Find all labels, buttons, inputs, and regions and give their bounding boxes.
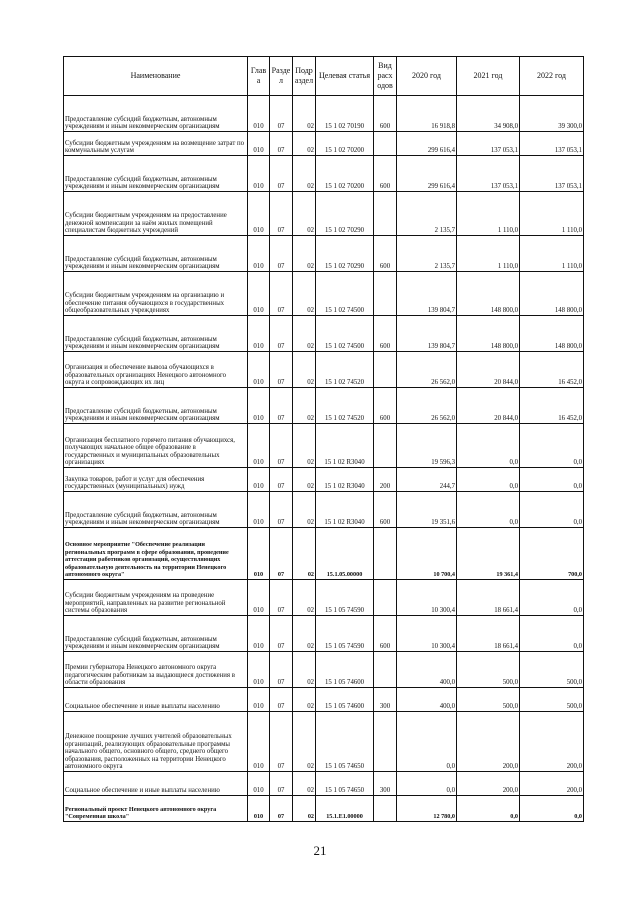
header-glava: Глав а <box>248 57 270 96</box>
row-2021: 20 844,0 <box>457 388 520 424</box>
row-podrazdel: 02 <box>293 236 316 272</box>
header-statya: Целевая статья <box>316 57 374 96</box>
row-2022: 700,0 <box>520 528 584 580</box>
row-vid: 600 <box>374 316 397 352</box>
table-row <box>64 96 584 132</box>
row-2020: 26 562,0 <box>397 388 457 424</box>
row-vid <box>374 652 397 688</box>
table-row <box>64 156 584 192</box>
row-2020: 139 804,7 <box>397 316 457 352</box>
row-podrazdel: 02 <box>293 652 316 688</box>
header-razdel: Разде л <box>270 57 293 96</box>
table-row <box>64 316 584 352</box>
table-row <box>64 712 584 772</box>
row-2021: 137 053,1 <box>457 156 520 192</box>
header-2021: 2021 год <box>457 57 520 96</box>
row-2022: 0,0 <box>520 468 584 492</box>
page-number: 21 <box>313 843 327 858</box>
row-vid: 600 <box>374 96 397 132</box>
row-2022: 137 053,1 <box>520 132 584 156</box>
row-razdel: 07 <box>270 272 293 316</box>
row-vid <box>374 192 397 236</box>
row-podrazdel: 02 <box>293 132 316 156</box>
row-glava: 010 <box>248 316 270 352</box>
row-2022: 1 110,0 <box>520 236 584 272</box>
row-name: Предоставление субсидий бюджетным, автономным учреждениям и иным некоммерческим организациям <box>64 616 248 652</box>
row-2020: 12 780,0 <box>397 796 457 822</box>
row-statya: 15 1 02 70190 <box>316 96 374 132</box>
table-row <box>64 492 584 528</box>
row-razdel: 07 <box>270 132 293 156</box>
header-name: Наименование <box>64 57 248 96</box>
row-2022: 148 800,0 <box>520 272 584 316</box>
row-statya: 15 1 05 74600 <box>316 652 374 688</box>
row-vid <box>374 796 397 822</box>
row-statya: 15 1 02 70200 <box>316 156 374 192</box>
row-name: Основное мероприятие "Обеспечение реализации региональных программ в сфере образования, проведение аттестации работников организаций, осуществляющих образовательную деятельность на территории Ненецкого автономного округа" <box>64 528 248 580</box>
row-vid <box>374 580 397 616</box>
row-razdel: 07 <box>270 688 293 712</box>
row-razdel: 07 <box>270 316 293 352</box>
row-name: Предоставление субсидий бюджетным, автономным учреждениям и иным некоммерческим организациям <box>64 156 248 192</box>
row-2021: 20 844,0 <box>457 352 520 388</box>
row-2022: 500,0 <box>520 652 584 688</box>
row-2021: 500,0 <box>457 688 520 712</box>
row-vid: 600 <box>374 388 397 424</box>
row-2022: 39 300,0 <box>520 96 584 132</box>
row-2022: 0,0 <box>520 492 584 528</box>
row-name: Субсидии бюджетным учреждениям на организацию и обеспечение питания обучающихся в государственных общеобразовательных учреждениях <box>64 272 248 316</box>
row-name: Денежное поощрение лучших учителей образовательных организаций, реализующих образовательные программы начального общего, основного общего, среднего общего образования, расположенных на территории Ненецкого автономного округа <box>64 712 248 772</box>
row-2021: 18 661,4 <box>457 580 520 616</box>
row-2020: 2 135,7 <box>397 192 457 236</box>
row-podrazdel: 02 <box>293 712 316 772</box>
row-name: Социальное обеспечение и иные выплаты населению <box>64 688 248 712</box>
row-2021: 18 661,4 <box>457 616 520 652</box>
row-statya: 15 1 02 70200 <box>316 132 374 156</box>
row-2020: 19 351,6 <box>397 492 457 528</box>
table-body <box>64 96 584 822</box>
budget-table <box>63 56 584 822</box>
row-name: Предоставление субсидий бюджетным, автономным учреждениям и иным некоммерческим организациям <box>64 316 248 352</box>
row-statya: 15 1 05 74600 <box>316 688 374 712</box>
table-row <box>64 192 584 236</box>
row-2022: 0,0 <box>520 580 584 616</box>
row-2020: 0,0 <box>397 772 457 796</box>
row-razdel: 07 <box>270 468 293 492</box>
row-2022: 16 452,0 <box>520 388 584 424</box>
row-2020: 10 300,4 <box>397 580 457 616</box>
row-glava: 010 <box>248 236 270 272</box>
row-2021: 0,0 <box>457 492 520 528</box>
row-name: Предоставление субсидий бюджетным, автономным учреждениям и иным некоммерческим организациям <box>64 236 248 272</box>
row-razdel: 07 <box>270 616 293 652</box>
row-vid <box>374 712 397 772</box>
row-statya: 15 1 02 74500 <box>316 272 374 316</box>
row-vid <box>374 528 397 580</box>
row-razdel: 07 <box>270 492 293 528</box>
row-vid <box>374 132 397 156</box>
row-2021: 1 110,0 <box>457 236 520 272</box>
row-statya: 15 1 02 70290 <box>316 192 374 236</box>
row-razdel: 07 <box>270 580 293 616</box>
row-podrazdel: 02 <box>293 528 316 580</box>
row-vid <box>374 272 397 316</box>
row-2022: 0,0 <box>520 424 584 468</box>
row-podrazdel: 02 <box>293 316 316 352</box>
row-glava: 010 <box>248 712 270 772</box>
row-2022: 16 452,0 <box>520 352 584 388</box>
row-2020: 139 804,7 <box>397 272 457 316</box>
table-row <box>64 388 584 424</box>
row-2022: 148 800,0 <box>520 316 584 352</box>
row-statya: 15 1 02 74520 <box>316 388 374 424</box>
row-2022: 500,0 <box>520 688 584 712</box>
row-2021: 500,0 <box>457 652 520 688</box>
row-2021: 137 053,1 <box>457 132 520 156</box>
row-2022: 137 053,1 <box>520 156 584 192</box>
row-name: Предоставление субсидий бюджетным, автономным учреждениям и иным некоммерческим организациям <box>64 492 248 528</box>
row-glava: 010 <box>248 156 270 192</box>
row-razdel: 07 <box>270 424 293 468</box>
row-glava: 010 <box>248 492 270 528</box>
row-razdel: 07 <box>270 796 293 822</box>
row-razdel: 07 <box>270 236 293 272</box>
row-2020: 2 135,7 <box>397 236 457 272</box>
table-row <box>64 468 584 492</box>
row-podrazdel: 02 <box>293 796 316 822</box>
row-2021: 200,0 <box>457 772 520 796</box>
row-name: Предоставление субсидий бюджетным, автономным учреждениям и иным некоммерческим организациям <box>64 96 248 132</box>
row-razdel: 07 <box>270 192 293 236</box>
row-glava: 010 <box>248 468 270 492</box>
row-statya: 15.1.E1.00000 <box>316 796 374 822</box>
row-2021: 34 908,0 <box>457 96 520 132</box>
table-row <box>64 272 584 316</box>
header-2020: 2020 год <box>397 57 457 96</box>
row-razdel: 07 <box>270 352 293 388</box>
row-2020: 0,0 <box>397 712 457 772</box>
row-2021: 200,0 <box>457 712 520 772</box>
row-2022: 200,0 <box>520 712 584 772</box>
row-statya: 15 1 02 R3040 <box>316 424 374 468</box>
row-glava: 010 <box>248 688 270 712</box>
row-name: Социальное обеспечение и иные выплаты населению <box>64 772 248 796</box>
row-vid: 600 <box>374 492 397 528</box>
row-glava: 010 <box>248 272 270 316</box>
row-name: Субсидии бюджетным учреждениям на проведение мероприятий, направленных на развитие региональной системы образования <box>64 580 248 616</box>
table-row <box>64 772 584 796</box>
row-name: Субсидии бюджетным учреждениям на возмещение затрат по коммунальным услугам <box>64 132 248 156</box>
row-statya: 15 1 02 R3040 <box>316 492 374 528</box>
row-glava: 010 <box>248 132 270 156</box>
table-row <box>64 236 584 272</box>
row-2022: 0,0 <box>520 616 584 652</box>
row-statya: 15 1 02 74500 <box>316 316 374 352</box>
row-name: Региональный проект Ненецкого автономного округа "Современная школа" <box>64 796 248 822</box>
row-podrazdel: 02 <box>293 772 316 796</box>
row-2021: 0,0 <box>457 796 520 822</box>
row-2022: 0,0 <box>520 796 584 822</box>
row-razdel: 07 <box>270 96 293 132</box>
row-name: Субсидии бюджетным учреждениям на предоставление денежной компенсации за наём жилых помещений специалистам бюджетных учреждений <box>64 192 248 236</box>
row-glava: 010 <box>248 772 270 796</box>
table-row <box>64 580 584 616</box>
row-vid: 600 <box>374 616 397 652</box>
row-podrazdel: 02 <box>293 580 316 616</box>
row-statya: 15 1 02 70290 <box>316 236 374 272</box>
row-razdel: 07 <box>270 712 293 772</box>
row-2020: 244,7 <box>397 468 457 492</box>
row-2020: 400,0 <box>397 688 457 712</box>
row-2020: 10 700,4 <box>397 528 457 580</box>
table-row <box>64 796 584 822</box>
row-glava: 010 <box>248 424 270 468</box>
header-podrazdel: Подр аздел <box>293 57 316 96</box>
row-2020: 19 596,3 <box>397 424 457 468</box>
row-podrazdel: 02 <box>293 192 316 236</box>
row-2020: 299 616,4 <box>397 132 457 156</box>
row-statya: 15 1 02 R3040 <box>316 468 374 492</box>
table-row <box>64 616 584 652</box>
header-vid: Вид расх одов <box>374 57 397 96</box>
row-razdel: 07 <box>270 388 293 424</box>
row-glava: 010 <box>248 616 270 652</box>
row-2021: 1 110,0 <box>457 192 520 236</box>
row-statya: 15 1 05 74650 <box>316 772 374 796</box>
row-name: Премии губернатора Ненецкого автономного округа педагогическим работникам за выдающиеся достижения в области образования <box>64 652 248 688</box>
row-statya: 15.1.05.00000 <box>316 528 374 580</box>
row-glava: 010 <box>248 580 270 616</box>
row-razdel: 07 <box>270 772 293 796</box>
row-name: Закупка товаров, работ и услуг для обеспечения государственных (муниципальных) нужд <box>64 468 248 492</box>
row-2021: 0,0 <box>457 424 520 468</box>
row-razdel: 07 <box>270 652 293 688</box>
row-glava: 010 <box>248 796 270 822</box>
row-2021: 148 800,0 <box>457 316 520 352</box>
header-2022: 2022 год <box>520 57 584 96</box>
row-statya: 15 1 05 74590 <box>316 616 374 652</box>
row-2020: 16 918,8 <box>397 96 457 132</box>
row-vid <box>374 352 397 388</box>
row-podrazdel: 02 <box>293 96 316 132</box>
row-name: Организация и обеспечение вывоза обучающихся в образовательных организациях Ненецкого автономного округа и сопровождающих их лиц <box>64 352 248 388</box>
row-2021: 0,0 <box>457 468 520 492</box>
row-2020: 400,0 <box>397 652 457 688</box>
table-row <box>64 132 584 156</box>
row-2021: 148 800,0 <box>457 272 520 316</box>
table-row <box>64 652 584 688</box>
table-row <box>64 424 584 468</box>
row-statya: 15 1 05 74590 <box>316 580 374 616</box>
row-glava: 010 <box>248 652 270 688</box>
row-glava: 010 <box>248 388 270 424</box>
row-2021: 19 361,4 <box>457 528 520 580</box>
row-vid: 300 <box>374 772 397 796</box>
row-2020: 299 616,4 <box>397 156 457 192</box>
row-glava: 010 <box>248 96 270 132</box>
table-header-row <box>64 57 584 96</box>
row-razdel: 07 <box>270 156 293 192</box>
row-vid: 600 <box>374 236 397 272</box>
row-2020: 10 300,4 <box>397 616 457 652</box>
table-row <box>64 688 584 712</box>
row-statya: 15 1 05 74650 <box>316 712 374 772</box>
row-statya: 15 1 02 74520 <box>316 352 374 388</box>
row-name: Предоставление субсидий бюджетным, автономным учреждениям и иным некоммерческим организациям <box>64 388 248 424</box>
row-vid <box>374 424 397 468</box>
row-2022: 200,0 <box>520 772 584 796</box>
row-podrazdel: 02 <box>293 616 316 652</box>
row-podrazdel: 02 <box>293 492 316 528</box>
row-2022: 1 110,0 <box>520 192 584 236</box>
row-vid: 200 <box>374 468 397 492</box>
row-glava: 010 <box>248 528 270 580</box>
row-podrazdel: 02 <box>293 388 316 424</box>
table-row <box>64 352 584 388</box>
row-glava: 010 <box>248 352 270 388</box>
row-podrazdel: 02 <box>293 688 316 712</box>
row-vid: 600 <box>374 156 397 192</box>
row-name: Организация бесплатного горячего питания обучающихся, получающих начальное общее образование в государственных и муниципальных образовательных организациях <box>64 424 248 468</box>
row-podrazdel: 02 <box>293 272 316 316</box>
row-2020: 26 562,0 <box>397 352 457 388</box>
row-glava: 010 <box>248 192 270 236</box>
row-podrazdel: 02 <box>293 424 316 468</box>
row-podrazdel: 02 <box>293 468 316 492</box>
row-razdel: 07 <box>270 528 293 580</box>
row-podrazdel: 02 <box>293 352 316 388</box>
row-vid: 300 <box>374 688 397 712</box>
table-row <box>64 528 584 580</box>
row-podrazdel: 02 <box>293 156 316 192</box>
